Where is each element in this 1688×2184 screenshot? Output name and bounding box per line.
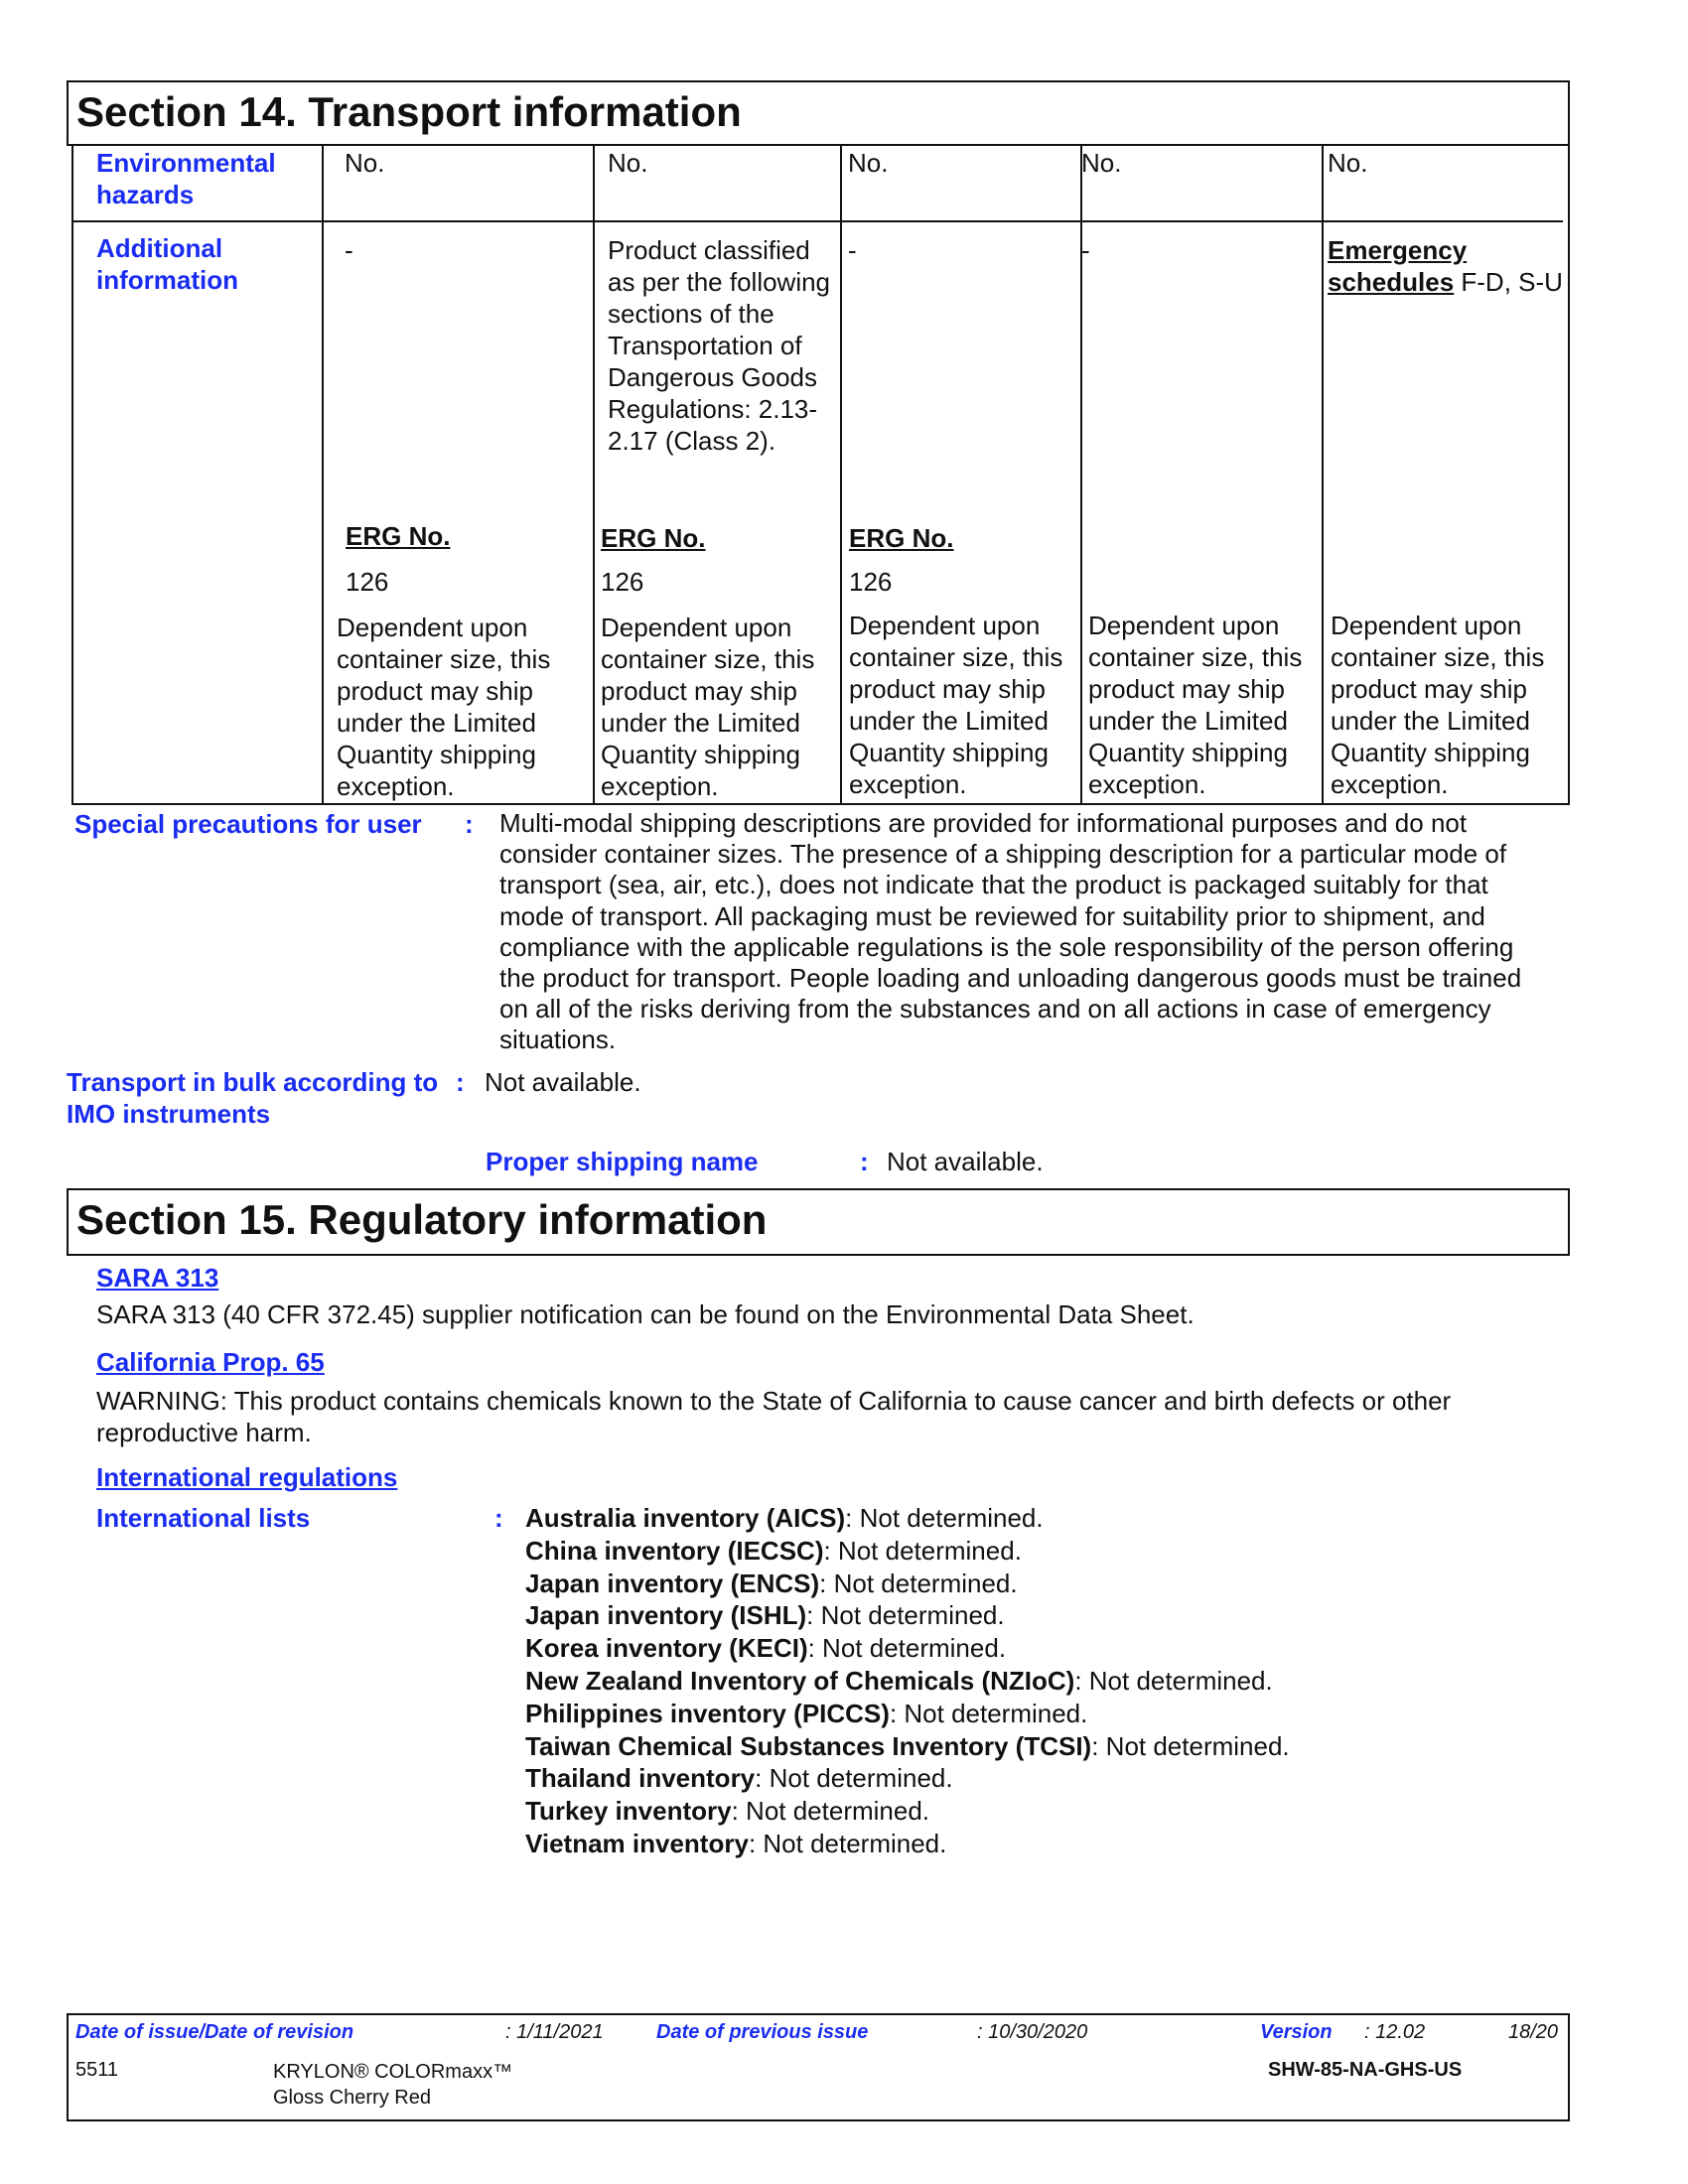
inventory-item: China inventory (IECSC): Not determined. xyxy=(525,1535,1022,1566)
sara-313-heading: SARA 313 xyxy=(96,1263,219,1293)
special-precautions-text: Multi-modal shipping descriptions are provided for informational purposes and do not consider container sizes. The presence of a shipping description for a particular mode of transport (sea, air, etc.), does not indicate that the product is packaged suitably for that mode of transport. All packaging must be reviewed for suitability prior to shipment, and compliance with the applicable regulations is the sole responsibility of the person offering the product for transport. People loading and unloading dangerous goods must be trained on all of the risks deriving from the substances and on all actions in case of emergency situations. xyxy=(499,808,1522,1055)
additional-info-label: Additional information xyxy=(96,233,238,295)
version-label: Version xyxy=(1260,2021,1333,2043)
bulk-transport-value: Not available. xyxy=(485,1067,641,1097)
section-14-title: Section 14. Transport information xyxy=(76,88,742,135)
colon: : xyxy=(860,1147,869,1176)
footer xyxy=(67,2013,1570,2121)
env-value: No. xyxy=(848,148,889,178)
erg-value: 126 xyxy=(346,567,389,597)
bulk-transport-label: Transport in bulk according to IMO instruments xyxy=(67,1067,439,1129)
erg-label: ERG No. xyxy=(601,523,706,553)
california-prop65-text: WARNING: This product contains chemicals known to the State of California to cause cancer and birth defects or other reproductive harm. xyxy=(96,1386,1452,1447)
inventory-item: Taiwan Chemical Substances Inventory (TCSI): Not determined. xyxy=(525,1730,1290,1761)
env-value: No. xyxy=(1081,148,1122,178)
erg-value: 126 xyxy=(849,567,893,597)
env-hazards-label: Environmental hazards xyxy=(96,148,276,209)
inventory-item: New Zealand Inventory of Chemicals (NZIoC): Not determined. xyxy=(525,1665,1273,1696)
limited-quantity-note: Dependent upon container size, this product may ship under the Limited Quantity shipping exception. xyxy=(1088,611,1303,799)
proper-shipping-name-value: Not available. xyxy=(887,1147,1044,1176)
erg-label: ERG No. xyxy=(849,523,954,553)
additional-value: - xyxy=(345,235,353,265)
limited-quantity-note: Dependent upon container size, this product may ship under the Limited Quantity shipping exception. xyxy=(849,611,1063,799)
page-number: 18/20 xyxy=(1508,2021,1559,2043)
inventory-list xyxy=(525,1502,1290,1860)
section-14-header xyxy=(67,80,1570,146)
document-id: SHW-85-NA-GHS-US xyxy=(1268,2059,1463,2081)
inventory-item: Korea inventory (KECI): Not determined. xyxy=(525,1633,1007,1664)
previous-issue-label: Date of previous issue xyxy=(656,2021,869,2043)
additional-value: Product classified as per the following sections of the Transportation of Dangerous Goods Regulations: 2.13-2.17 (Class 2). xyxy=(608,235,831,456)
emergency-value: F-D, S-U xyxy=(1454,267,1563,297)
env-value: No. xyxy=(1328,148,1368,178)
california-prop65-heading: California Prop. 65 xyxy=(96,1347,325,1377)
inventory-item: Japan inventory (ISHL): Not determined. xyxy=(525,1600,1005,1631)
issue-date-label: Date of issue/Date of revision xyxy=(75,2021,354,2043)
proper-shipping-name-label: Proper shipping name xyxy=(486,1147,759,1176)
inventory-item: Japan inventory (ENCS): Not determined. xyxy=(525,1568,1018,1598)
version-value: : 12.02 xyxy=(1364,2021,1426,2043)
inventory-item: Vietnam inventory: Not determined. xyxy=(525,1828,947,1858)
colon: : xyxy=(456,1067,465,1097)
inventory-item: Turkey inventory: Not determined. xyxy=(525,1796,930,1827)
product-name-line: Gloss Cherry Red xyxy=(273,2087,431,2109)
colon: : xyxy=(494,1503,503,1533)
emergency-schedules xyxy=(1328,234,1566,298)
international-lists-label: International lists xyxy=(96,1503,311,1533)
international-regulations-heading: International regulations xyxy=(96,1462,398,1492)
emergency-label: Emergency schedules xyxy=(1328,235,1468,297)
issue-date-value: : 1/11/2021 xyxy=(505,2021,604,2043)
product-name xyxy=(273,2059,512,2111)
transport-table xyxy=(71,145,1570,805)
erg-label: ERG No. xyxy=(346,521,451,551)
product-code: 5511 xyxy=(75,2059,119,2081)
limited-quantity-note: Dependent upon container size, this product may ship under the Limited Quantity shipping exception. xyxy=(337,613,551,801)
colon: : xyxy=(465,809,474,839)
additional-value: - xyxy=(848,235,857,265)
inventory-item: Thailand inventory: Not determined. xyxy=(525,1763,953,1794)
previous-issue-value: : 10/30/2020 xyxy=(977,2021,1088,2043)
inventory-item: Australia inventory (AICS): Not determined. xyxy=(525,1503,1044,1533)
limited-quantity-note: Dependent upon container size, this product may ship under the Limited Quantity shipping exception. xyxy=(601,613,815,801)
limited-quantity-note: Dependent upon container size, this product may ship under the Limited Quantity shipping exception. xyxy=(1331,611,1545,799)
sara-313-text: SARA 313 (40 CFR 372.45) supplier notification can be found on the Environmental Data Sheet. xyxy=(96,1299,1195,1329)
env-value: No. xyxy=(608,148,648,178)
erg-value: 126 xyxy=(601,567,644,597)
section-15-title: Section 15. Regulatory information xyxy=(76,1196,768,1243)
inventory-item: Philippines inventory (PICCS): Not determined. xyxy=(525,1698,1088,1728)
special-precautions-label: Special precautions for user xyxy=(74,809,422,839)
env-value: No. xyxy=(345,148,385,178)
section-15-header xyxy=(67,1188,1570,1256)
product-name-line: KRYLON® COLORmaxx™ xyxy=(273,2061,513,2083)
additional-value: - xyxy=(1081,235,1090,265)
